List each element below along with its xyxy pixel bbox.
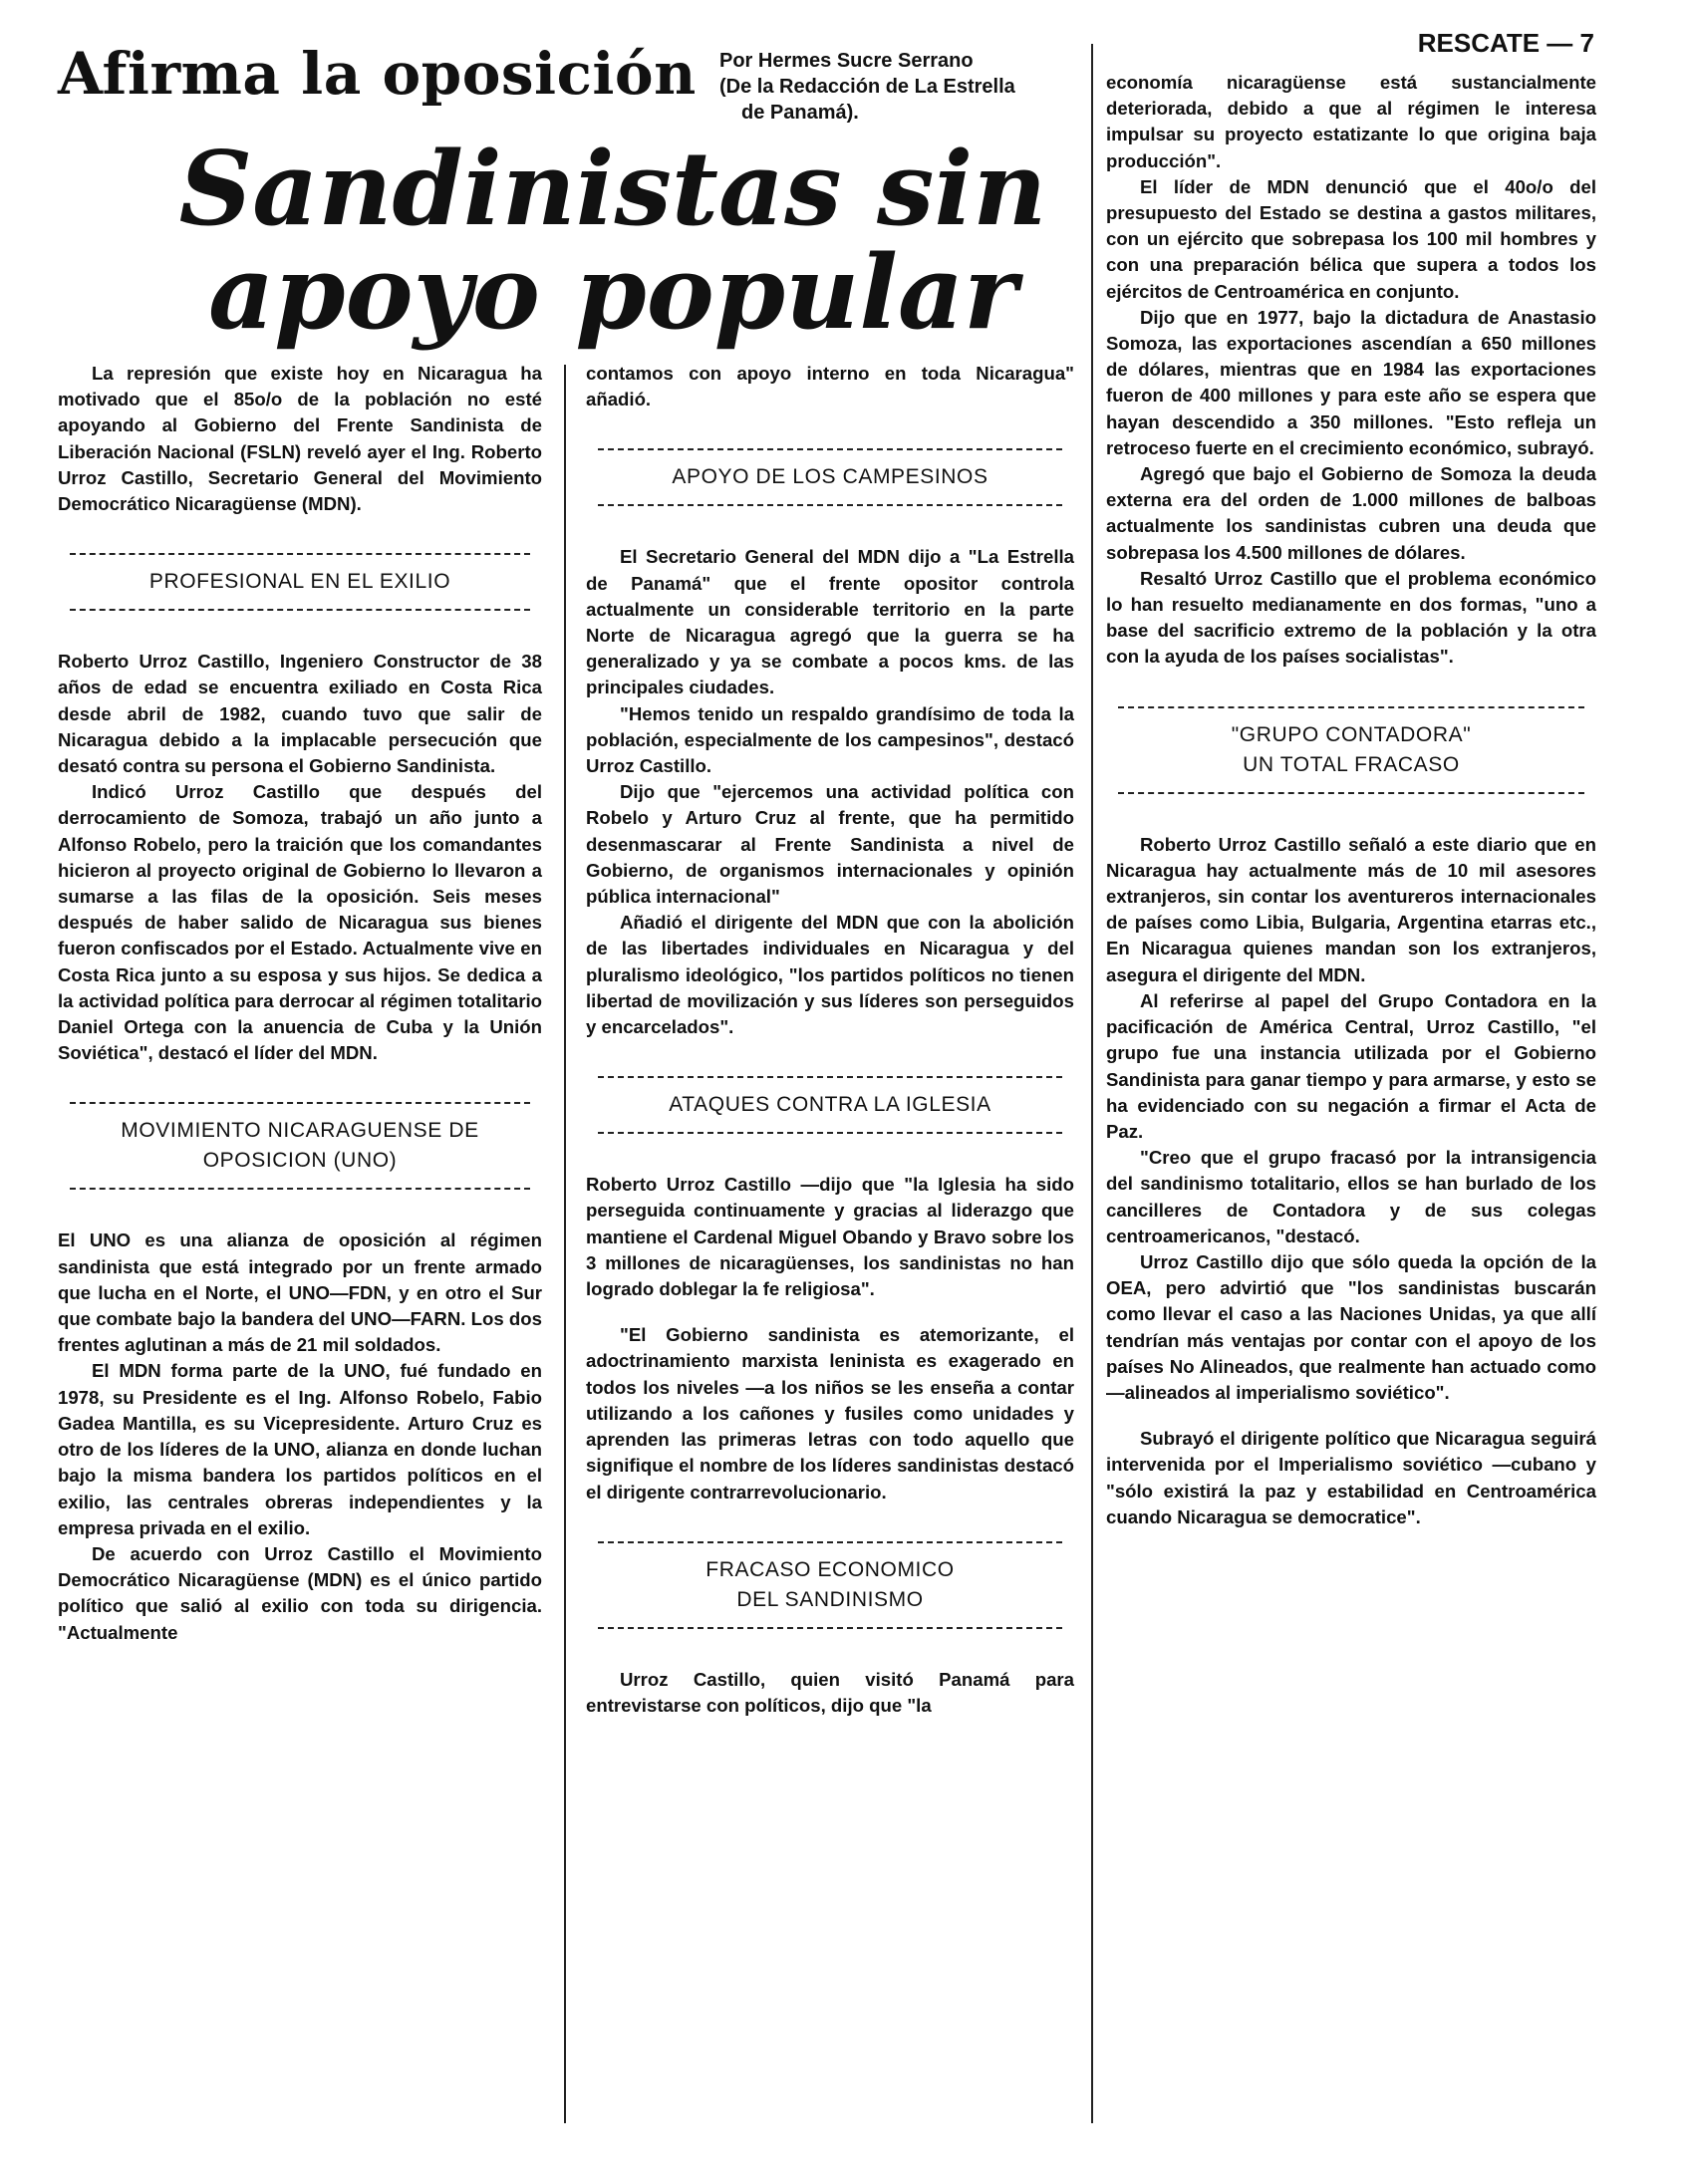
paragraph: Dijo que en 1977, bajo la dictadura de Anastasio Somoza, las exportaciones ascendían a 650 millones de dólares, mientras que en 1984 las exportaciones fueron de 400 millones y para este año se espera que hayan descendido a 350 millones. "Esto refleja un retroceso fuerte en el crecimiento económico, subrayó.	[1106, 306, 1596, 458]
kicker-headline: Afirma la oposición	[58, 40, 697, 108]
subhead-fracaso-economico	[586, 1541, 1074, 1629]
headline-line-2: apoyo popular	[208, 233, 1017, 353]
paragraph: Resaltó Urroz Castillo que el problema económico lo han resuelto medianamente en dos formas, "uno a base del sacrificio extremo de la población y la otra con la ayuda de los países socialistas".	[1106, 567, 1596, 668]
divider	[598, 1627, 1062, 1629]
subhead-campesinos	[586, 448, 1074, 506]
paragraph: Agregó que bajo el Gobierno de Somoza la deuda externa era del orden de 1.000 millones de balboas actualmente los sandinistas cubren una deuda que sobrepasa los 4.500 millones de dólares.	[1106, 463, 1596, 563]
paragraph: Al referirse al papel del Grupo Contadora en la pacificación de América Central, Urroz Castillo, "el grupo fue una instancia utilizada por el Gobierno Sandinista para ganar tiempo y para armarse, y esto se ha evidenciado con su negación a firmar el Acta de Paz.	[1106, 989, 1596, 1142]
paragraph: "Creo que el grupo fracasó por la intransigencia del sandinismo totalitario, ellos se han burlado de los cancilleres de Contadora y de sus colegas centroamericanos, "destacó.	[1106, 1147, 1596, 1246]
paragraph: Añadió el dirigente del MDN que con la abolición de las libertades individuales en Nicaragua y del pluralismo ideológico, "los partidos políticos no tienen libertad de movilización y sus líderes son perseguidos y encarcelados".	[586, 912, 1074, 1038]
subhead-contadora	[1106, 706, 1596, 794]
paragraph: De acuerdo con Urroz Castillo el Movimiento Democrático Nicaragüense (MDN) es el único partido político que salió al exilio con toda su dirigencia. "Actualmente	[58, 1542, 542, 1643]
paragraph: Roberto Urroz Castillo —dijo que "la Iglesia ha sido perseguida continuamente y gracias al liderazgo que mantiene el Cardenal Miguel Obando y Bravo sobre los 3 millones de nicaragüenses, los sandinistas no han logrado doblegar la fe religiosa".	[586, 1174, 1074, 1300]
subhead-text: OPOSICION (UNO)	[202, 1149, 398, 1173]
divider	[1118, 792, 1584, 794]
paragraph: El MDN forma parte de la UNO, fué fundado en 1978, su Presidente es el Ing. Alfonso Robelo, Fabio Gadea Mantilla, es su Vicepresidente. Arturo Cruz es otro de los líderes de la UNO, alianza en donde luchan bajo la misma bandera los partidos políticos en el exilio, las centrales obreras independientes y la empresa privada en el exilio.	[58, 1360, 542, 1538]
paragraph: economía nicaragüense está sustancialmente deteriorada, debido a que al régimen le interesa impulsar su proyecto estatizante lo que origina baja producción".	[1106, 72, 1596, 171]
byline-source-cont: de Panamá).	[741, 102, 859, 124]
column-2	[586, 361, 1074, 1719]
divider	[598, 1132, 1062, 1134]
headline-line-1: Sandinistas sin	[178, 130, 1047, 249]
subhead-iglesia	[586, 1076, 1074, 1134]
paragraph: Roberto Urroz Castillo, Ingeniero Constructor de 38 años de edad se encuentra exiliado en Costa Rica desde abril de 1982, cuando tuvo que salir de Nicaragua debido a la implacable persecución que desató contra su persona el Gobierno Sandinista.	[58, 651, 542, 777]
column-3	[1106, 30, 1596, 1530]
paragraph: "El Gobierno sandinista es atemorizante, el adoctrinamiento marxista leninista es exagerado en todos los niveles —a los niños se les enseña a contar utilizando a los cañones y fusiles como unidades y aprenden las primeras letras con todo aquello que signifique el nombre de los líderes sandinistas destacó el dirigente contrarrevolucionario.	[586, 1324, 1074, 1502]
main-headline	[154, 130, 1071, 353]
subhead-text: MOVIMIENTO NICARAGUENSE DE	[121, 1119, 479, 1143]
byline-author: Por Hermes Sucre Serrano	[719, 50, 974, 72]
column-rule-1	[564, 365, 566, 2123]
subhead-movimiento	[58, 1102, 542, 1190]
paragraph: El Secretario General del MDN dijo a "La Estrella de Panamá" que el frente opositor controla actualmente un considerable territorio en la parte Norte de Nicaragua agregó que la guerra se ha generalizado y ya se combate a pocos kms. de las principales ciudades.	[586, 546, 1074, 698]
byline	[719, 48, 1078, 126]
divider	[70, 609, 530, 611]
paragraph: Urroz Castillo dijo que sólo queda la opción de la OEA, pero advirtió que "los sandinistas buscarán como llevar el caso a las Naciones Unidas, ya que allí tendrían más ventajas por contar con el apoyo de los países No Alineados, que realmente han actuado como —alineados al imperialismo soviético".	[1106, 1250, 1596, 1403]
paragraph: "Hemos tenido un respaldo grandísimo de toda la población, especialmente de los campesinos", destacó Urroz Castillo.	[586, 702, 1074, 777]
paragraph: Indicó Urroz Castillo que después del derrocamiento de Somoza, trabajó un año junto a Alfonso Robelo, pero la traición que los comandantes hicieron al proyecto original de Gobierno lo llevaron a sumarse a las filas de la oposición. Seis meses después de haber salido de Nicaragua sus bienes fueron confiscados por el Estado. Actualmente vive en Costa Rica junto a su esposa y sus hijos. Se dedica a la actividad política para derrocar al régimen totalitario Daniel Ortega con la anuencia de Cuba y la Unión Soviética", destacó el líder del MDN.	[58, 781, 542, 1064]
paragraph: Dijo que "ejercemos una actividad política con Robelo y Arturo Cruz al frente, que ha permitido desenmascarar al Frente Sandinista a nivel de Gobierno, de organismos internacionales y opinión pública internacional"	[586, 781, 1074, 908]
subhead-text: PROFESIONAL EN EL EXILIO	[148, 570, 451, 594]
page-label: RESCATE — 7	[1417, 28, 1594, 58]
paragraph: Subrayó el dirigente político que Nicaragua seguirá intervenida por el Imperialismo soviético —cubano y "sólo existirá la paz y estabilidad en Centroamérica cuando Nicaragua se democratice".	[1106, 1428, 1596, 1527]
subhead-text: DEL SANDINISMO	[736, 1587, 924, 1611]
column-rule-2	[1091, 44, 1093, 2123]
paragraph: Urroz Castillo, quien visitó Panamá para entrevistarse con políticos, dijo que "la	[586, 1668, 1074, 1716]
subhead-profesional	[58, 553, 542, 611]
paragraph: contamos con apoyo interno en toda Nicaragua" añadió.	[586, 363, 1074, 410]
byline-source: (De la Redacción de La Estrella	[719, 76, 1015, 98]
subhead-text: APOYO DE LOS CAMPESINOS	[672, 465, 988, 489]
subhead-text: "GRUPO CONTADORA"	[1231, 722, 1472, 746]
subhead-text: ATAQUES CONTRA LA IGLESIA	[669, 1093, 991, 1117]
divider	[598, 504, 1062, 506]
column-1	[58, 361, 542, 1646]
paragraph: Roberto Urroz Castillo señaló a este diario que en Nicaragua hay actualmente más de 10 mil asesores extranjeros, sin contar los aventureros internacionales de países como Libia, Bulgaria, Argentina etarras etc., En Nicaragua quienes mandan son los extranjeros, asegura el dirigente del MDN.	[1106, 833, 1596, 985]
paragraph: El UNO es una alianza de oposición al régimen sandinista que está integrado por un frente armado que lucha en el Norte, el UNO—FDN, y en otro el Sur que combate bajo la bandera del UNO—FARN. Los dos frentes aglutinan a más de 21 mil soldados.	[58, 1229, 542, 1356]
divider	[70, 1188, 530, 1190]
subhead-text: FRACASO ECONOMICO	[705, 1557, 955, 1581]
subhead-text: UN TOTAL FRACASO	[1243, 752, 1460, 776]
lead-paragraph: La represión que existe hoy en Nicaragua ha motivado que el 85o/o de la población no esté apoyando al Gobierno del Frente Sandinista de Liberación Nacional (FSLN) reveló ayer el Ing. Roberto Urroz Castillo, Secretario General del Movimiento Democrático Nicaragüense (MDN).	[58, 363, 542, 515]
paragraph: El líder de MDN denunció que el 40o/o del presupuesto del Estado se destina a gastos militares, con un ejército que sobrepasa los 100 mil hombres y con una preparación bélica que supera a todos los ejércitos de Centroamérica en conjunto.	[1106, 175, 1596, 302]
